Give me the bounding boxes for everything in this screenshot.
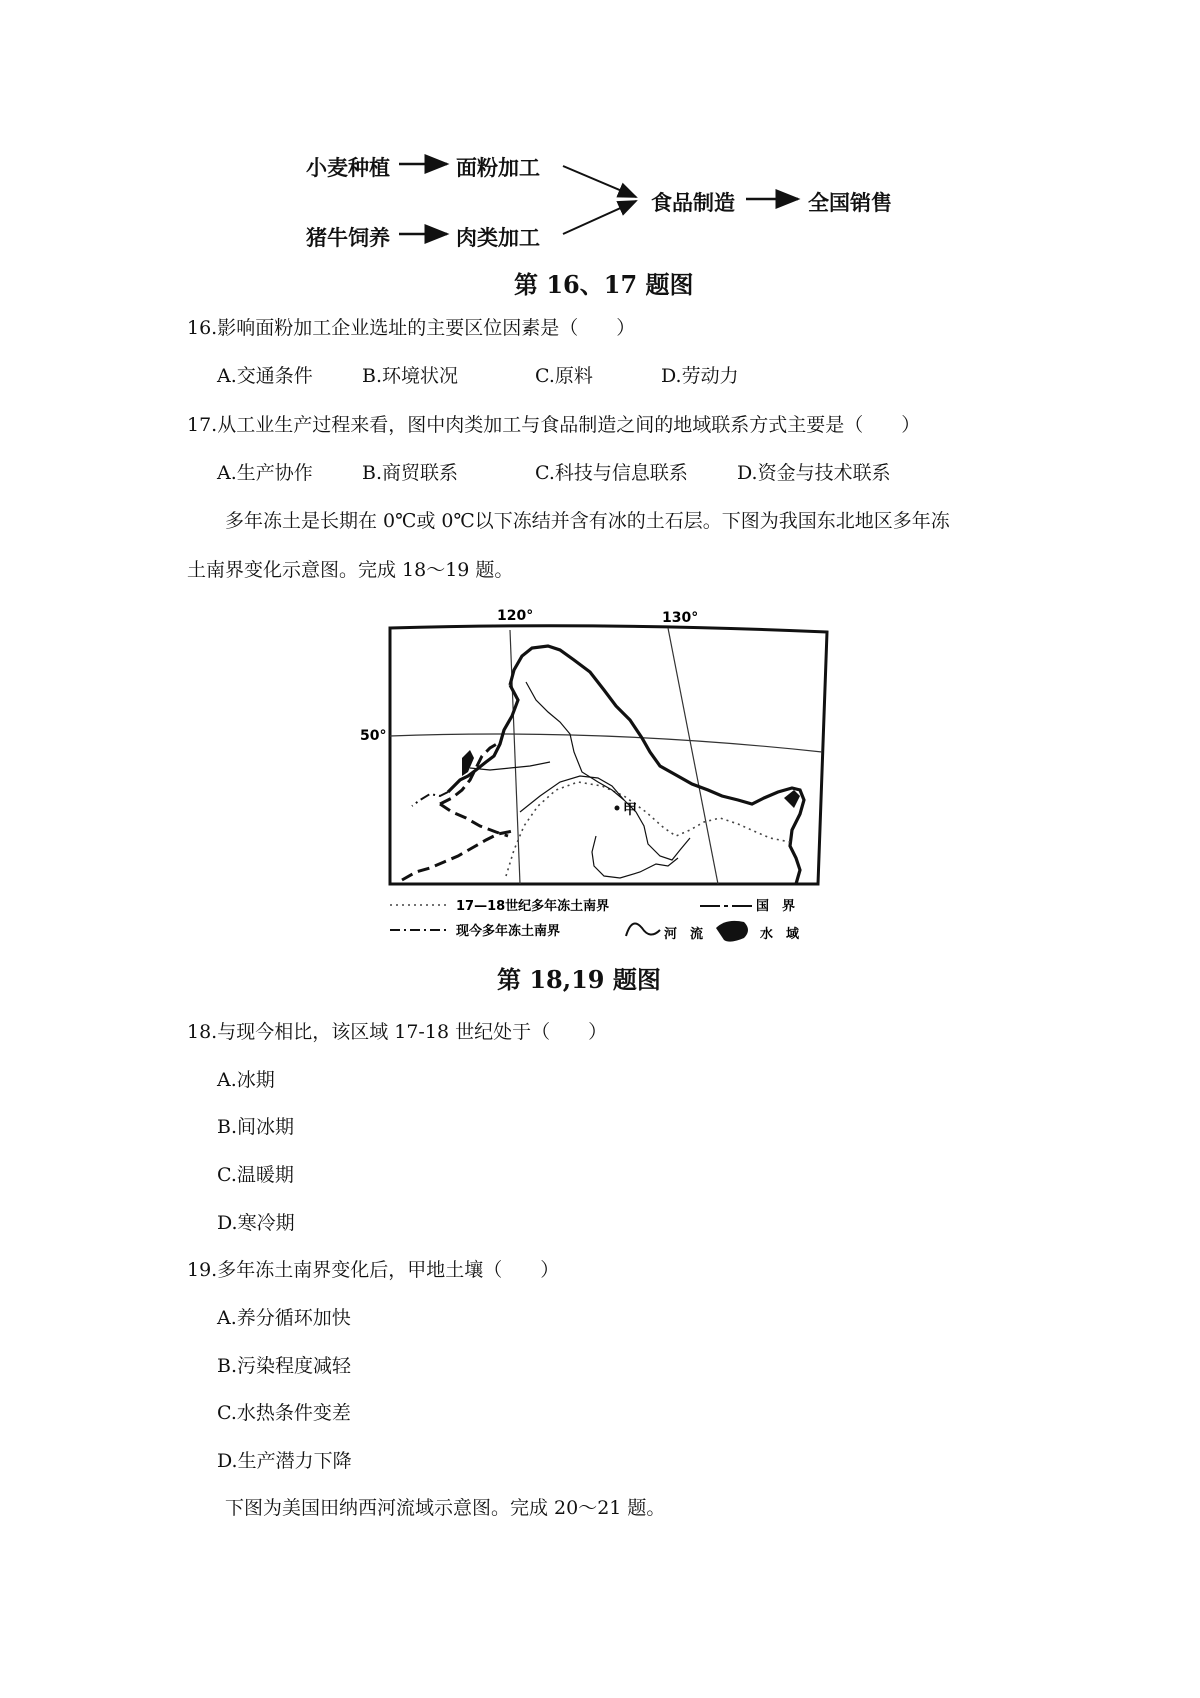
map-frame <box>390 626 827 884</box>
current-boundary-mid <box>440 804 508 836</box>
q17-option-d: D.资金与技术联系 <box>737 462 891 484</box>
national-border-east <box>510 646 804 884</box>
legend-national-border: 国 界 <box>756 899 796 914</box>
figure-caption-18-19: 第 18,19 题图 <box>497 965 661 994</box>
place-jia: 甲 <box>623 802 637 818</box>
q19-option-b: B.污染程度减轻 <box>217 1355 352 1377</box>
intro-18-19-line2: 土南界变化示意图。完成 18～19 题。 <box>187 559 514 581</box>
node-food: 食品制造 <box>651 191 735 215</box>
q19-option-c: C.水热条件变差 <box>217 1402 351 1424</box>
question-17-stem: 17.从工业生产过程来看，图中肉类加工与食品制造之间的地域联系方式主要是（ ） <box>187 414 921 436</box>
label-120: 120° <box>497 608 534 624</box>
q16-option-a: A.交通条件 <box>217 365 313 387</box>
node-meat: 肉类加工 <box>456 226 540 250</box>
q18-option-c: C.温暖期 <box>217 1164 294 1186</box>
current-boundary-south <box>402 830 516 880</box>
place-jia-dot <box>615 806 620 811</box>
q17-option-c: C.科技与信息联系 <box>535 462 688 484</box>
question-18-stem: 18.与现今相比，该区域 17-18 世纪处于（ ） <box>187 1021 608 1043</box>
question-19-stem: 19.多年冻土南界变化后，甲地土壤（ ） <box>187 1259 560 1281</box>
node-sales: 全国销售 <box>808 191 892 215</box>
legend-water: 水 域 <box>760 927 800 942</box>
figure-caption-16-17: 第 16、17 题图 <box>514 270 694 299</box>
legend-old-boundary: 17—18世纪多年冻土南界 <box>456 899 610 914</box>
q19-option-a: A.养分循环加快 <box>217 1307 351 1329</box>
legend-river-swatch <box>626 924 660 937</box>
q18-option-a: A.冰期 <box>217 1069 275 1091</box>
q18-option-d: D.寒冷期 <box>217 1212 295 1234</box>
national-border-west <box>448 685 518 792</box>
legend-river: 河 流 <box>664 927 704 942</box>
intro-18-19-line1: 多年冻土是长期在 0℃或 0℃以下冻结并含有冰的土石层。下图为我国东北地区多年冻 <box>225 510 950 532</box>
legend-water-swatch <box>716 921 748 942</box>
meridian-130 <box>668 628 718 884</box>
label-50: 50° <box>360 728 387 744</box>
q16-option-c: C.原料 <box>535 365 593 387</box>
q16-option-d: D.劳动力 <box>661 365 739 387</box>
question-16-stem: 16.影响面粉加工企业选址的主要区位因素是（ ） <box>187 317 636 339</box>
parallel-50 <box>390 734 822 752</box>
q19-option-d: D.生产潜力下降 <box>217 1450 352 1472</box>
intro-20-21: 下图为美国田纳西河流域示意图。完成 20～21 题。 <box>225 1497 666 1519</box>
water-body-east <box>784 790 800 808</box>
river-south-loop <box>592 836 678 878</box>
q16-option-b: B.环境状况 <box>362 365 459 387</box>
old-boundary <box>506 782 790 876</box>
label-130: 130° <box>662 610 699 626</box>
node-flour: 面粉加工 <box>456 156 540 180</box>
node-livestock: 猪牛饲养 <box>306 226 390 250</box>
q17-option-b: B.商贸联系 <box>362 462 459 484</box>
q18-option-b: B.间冰期 <box>217 1116 295 1138</box>
q17-option-a: A.生产协作 <box>217 462 313 484</box>
node-wheat: 小麦种植 <box>306 156 390 180</box>
river-songhua <box>520 776 690 860</box>
legend-current-boundary: 现今多年冻土南界 <box>456 924 561 939</box>
